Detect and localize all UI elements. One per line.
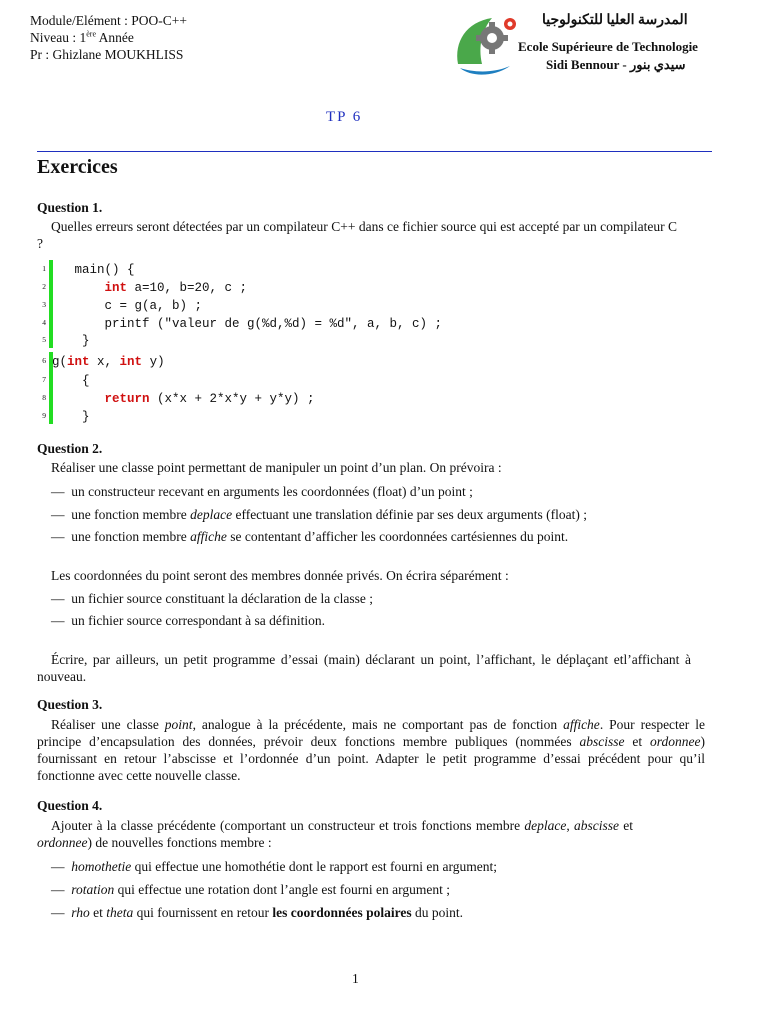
- code-text: [52, 373, 90, 389]
- list-item: — une fonction membre affiche se contentant d’afficher les coordonnées cartésiennes du point.: [51, 529, 569, 544]
- logo-school: Ecole Supérieure de Technologie: [518, 39, 698, 54]
- code-text: [52, 391, 315, 407]
- code-segment: x,: [89, 355, 120, 369]
- code-text: [52, 409, 90, 425]
- code-text: [52, 298, 202, 314]
- code-text: [52, 333, 90, 349]
- line-number: 9: [42, 411, 46, 420]
- line-number: 6: [42, 356, 46, 365]
- code-text: [52, 354, 165, 370]
- header-niveau: Niveau : 1ère Année: [30, 29, 134, 45]
- code-segment: [52, 392, 105, 406]
- code-segment: g(: [52, 355, 68, 369]
- code-segment: }: [52, 334, 90, 348]
- school-logo: [452, 12, 720, 82]
- code-segment: printf ("valeur de g(%d,%d) = %d", a, b, c) ;: [52, 317, 443, 331]
- question-2-para2: Les coordonnées du point seront des membres donnée privés. On écrira séparément :: [51, 568, 509, 583]
- tp-title: TP 6: [326, 109, 363, 125]
- logo-arabic: المدرسة العليا للتكنولوجيا: [542, 13, 688, 28]
- question-2-para3: Écrire, par ailleurs, un petit programme d’essai (main) déclarant un point, l’affichant, le déplaçant etl’affichant à nouveau.: [37, 652, 691, 684]
- code-segment: {: [52, 374, 90, 388]
- code-segment: [52, 281, 105, 295]
- code-segment: main() {: [52, 263, 135, 277]
- code-text: [52, 262, 135, 278]
- keyword: int: [67, 355, 90, 369]
- code-segment: y): [142, 355, 165, 369]
- line-number: 3: [42, 300, 46, 309]
- title-rule: [37, 151, 712, 152]
- line-number: 4: [42, 318, 46, 327]
- header-prof: Pr : Ghizlane MOUKHLISS: [30, 47, 184, 62]
- question-4-text: Ajouter à la classe précédente (comportant un constructeur et trois fonctions membre deplace, abscisse et ordonnee) de nouvelles fonctions membre :: [37, 818, 633, 850]
- code-segment: }: [52, 410, 90, 424]
- question-3-text: Réaliser une classe point, analogue à la précédente, mais ne comportant pas de fonction affiche. Pour respecter le principe d’encapsulation des données, prévoir deux fonctions membre publiques (nommées abscisse et ordonnee) fournissant en retour l’abscisse et l’ordonnée d’un point. Adapter le petit programme d’essai précédent pour qu’il fonctionne avec cette nouvelle classe.: [37, 717, 705, 783]
- line-number: 7: [42, 375, 46, 384]
- keyword: return: [104, 392, 150, 406]
- line-number: 5: [42, 335, 46, 344]
- line-number: 2: [42, 282, 46, 291]
- line-number: 8: [42, 393, 46, 402]
- list-item: — un constructeur recevant en arguments les coordonnées (float) d’un point ;: [51, 484, 473, 499]
- page-number: 1: [352, 971, 359, 986]
- list-item: — un fichier source correspondant à sa définition.: [51, 613, 326, 628]
- list-item: — homothetie qui effectue une homothétie dont le rapport est fourni en argument;: [51, 859, 498, 874]
- line-number: 1: [42, 264, 46, 273]
- question-1-title: Question 1.: [37, 200, 103, 215]
- code-segment: c = g(a, b) ;: [52, 299, 203, 313]
- gear-leaf-icon: [452, 12, 522, 78]
- keyword: int: [119, 355, 143, 369]
- question-1-text: Quelles erreurs seront détectées par un compilateur C++ dans ce fichier source qui est accepté par un compilateur C ?: [37, 219, 677, 251]
- logo-city: Sidi Bennour - سيدي بنور: [546, 57, 686, 72]
- list-item: — rotation qui effectue une rotation dont l’angle est fourni en argument ;: [51, 882, 451, 897]
- list-item: — rho et theta qui fournissent en retour les coordonnées polaires du point.: [51, 905, 463, 920]
- question-4-title: Question 4.: [37, 798, 103, 813]
- keyword: int: [104, 281, 128, 295]
- code-listing: [30, 260, 570, 424]
- question-3-title: Question 3.: [37, 697, 103, 712]
- code-text: [52, 280, 247, 296]
- question-2-title: Question 2.: [37, 441, 103, 456]
- question-2-intro: Réaliser une classe point permettant de manipuler un point d’un plan. On prévoira :: [51, 460, 502, 475]
- list-item: — une fonction membre deplace effectuant une translation définie par ses deux arguments (float) ;: [51, 507, 587, 522]
- section-title: Exercices: [37, 156, 118, 178]
- code-text: [52, 316, 442, 332]
- list-item: — un fichier source constituant la déclaration de la classe ;: [51, 591, 374, 606]
- header-module: Module/Elément : POO-C++: [30, 13, 187, 28]
- code-segment: a=10, b=20, c ;: [127, 281, 248, 295]
- code-segment: (x*x + 2*x*y + y*y) ;: [149, 392, 315, 406]
